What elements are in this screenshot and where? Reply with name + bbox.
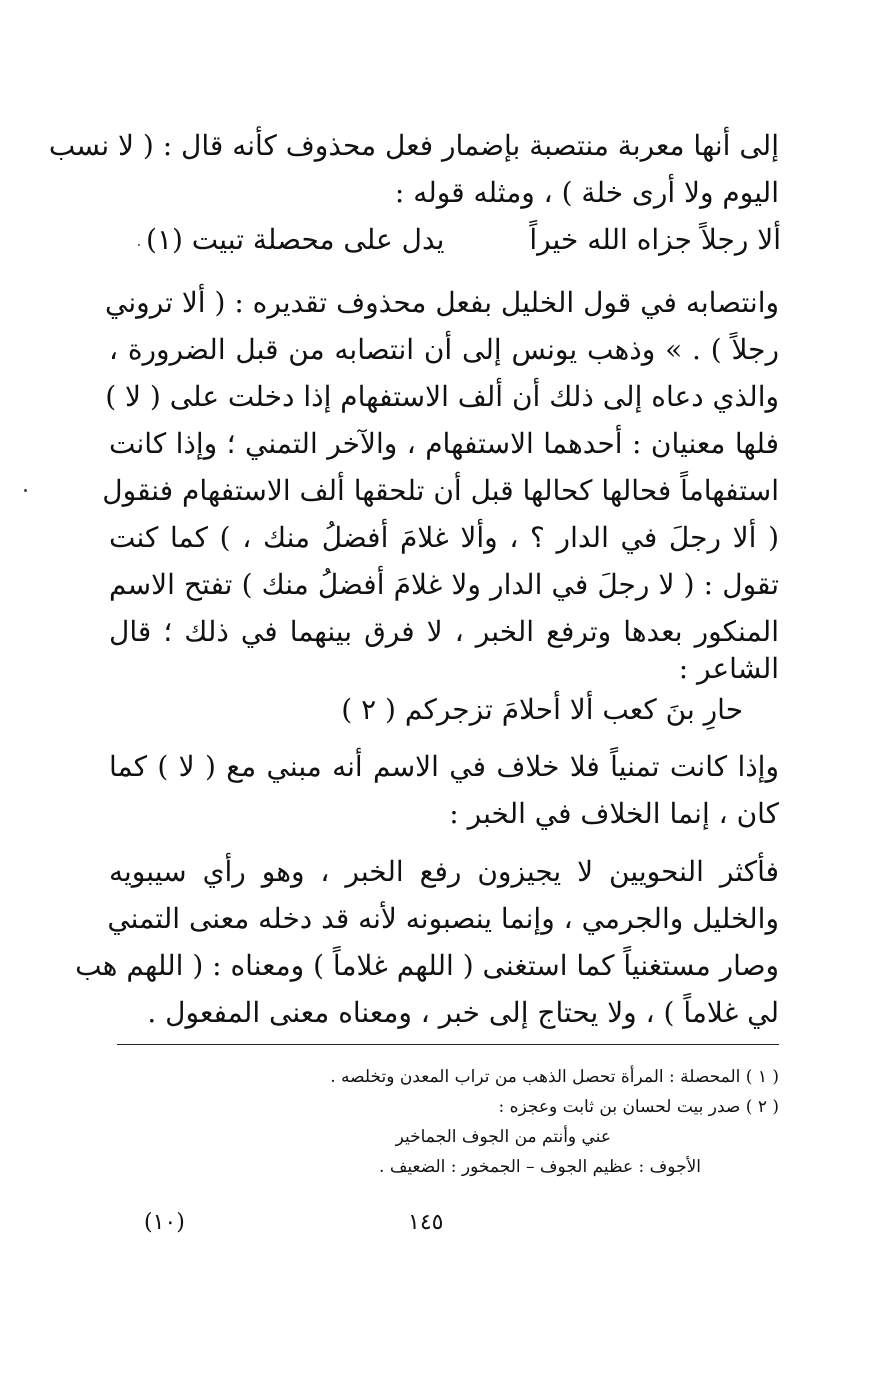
body-line-16: وصار مستغنياً كما استغنى ( اللهم غلاماً ) ومعناه : ( اللهم هب <box>75 949 779 982</box>
verse-1-second-hemistich: يدل على محصلة تبيت (١) <box>146 223 445 256</box>
footnote-2-gloss: الأجوف : عظيم الجوف – الجمخور : الضعيف . <box>379 1157 701 1177</box>
verse-1-first-hemistich: ألا رجلاً جزاه الله خيراً <box>529 223 781 256</box>
verse-2: حارِ بنَ كعب ألا أحلامَ تزجركم ( ٢ ) <box>341 693 743 726</box>
body-line-9: تقول : ( لا رجلَ في الدار ولا غلامَ أفضلُ منك ) تفتح الاسم <box>109 568 779 601</box>
footnote-1: ( ١ ) المحصلة : المرأة تحصل الذهب من تراب المعدن وتخلصه . <box>330 1067 779 1087</box>
body-line-8: ( ألا رجلَ في الدار ؟ ، وألا غلامَ أفضلُ منك ، ) كما كنت <box>109 521 779 554</box>
footnote-2: ( ٢ ) صدر بيت لحسان بن ثابت وعجزه : <box>498 1097 779 1117</box>
footnote-2-verse: عني وأنتم من الجوف الجماخير <box>395 1127 611 1147</box>
footnote-separator <box>117 1044 779 1045</box>
body-line-11: الشاعر : <box>678 652 779 685</box>
body-line-13: كان ، إنما الخلاف في الخبر : <box>449 797 779 830</box>
signature-mark: (١٠) <box>144 1210 185 1235</box>
body-line-12: وإذا كانت تمنياً فلا خلاف في الاسم أنه مبني مع ( لا ) كما <box>109 750 779 783</box>
body-line-15: والخليل والجرمي ، وإنما ينصبونه لأنه قد دخله معنى التمني <box>107 902 779 935</box>
body-line-4: رجلاً ) . » وذهب يونس إلى أن انتصابه من قبل الضرورة ، <box>109 333 779 366</box>
scan-speck <box>24 489 27 492</box>
scan-speck <box>138 244 140 246</box>
body-line-7: استفهاماً فحالها كحالها قبل أن تلحقها ألف الاستفهام فنقول <box>102 474 779 507</box>
body-line-17: لي غلاماً ) ، ولا يحتاج إلى خبر ، ومعناه معنى المفعول . <box>147 996 779 1029</box>
page-number: ١٤٥ <box>408 1210 444 1235</box>
body-line-5: والذي دعاه إلى ذلك أن ألف الاستفهام إذا دخلت على ( لا ) <box>105 380 779 413</box>
body-line-1: إلى أنها معربة منتصبة بإضمار فعل محذوف كأنه قال : ( لا نسب <box>48 129 779 162</box>
body-line-3: وانتصابه في قول الخليل بفعل محذوف تقديره : ( ألا تروني <box>105 286 779 319</box>
body-line-10: المنكور بعدها وترفع الخبر ، لا فرق بينهما في ذلك ؛ قال <box>109 615 779 648</box>
body-line-6: فلها معنيان : أحدهما الاستفهام ، والآخر التمني ؛ وإذا كانت <box>109 427 779 460</box>
body-line-14: فأكثر النحويين لا يجيزون رفع الخبر ، وهو رأي سيبويه <box>109 855 779 888</box>
body-line-2: اليوم ولا أرى خلة ) ، ومثله قوله : <box>394 176 779 209</box>
